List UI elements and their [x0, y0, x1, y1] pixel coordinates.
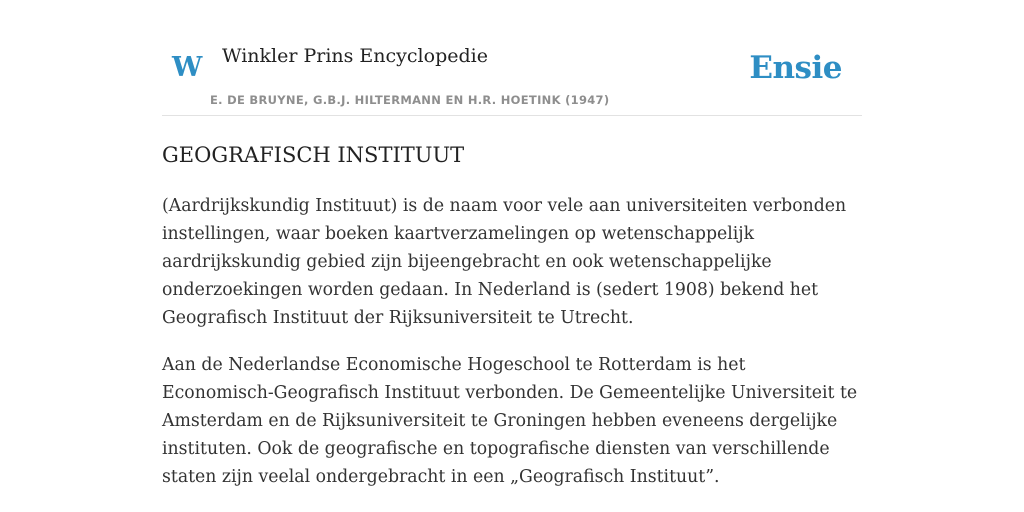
- source-title[interactable]: Winkler Prins Encyclopedie: [222, 45, 488, 67]
- entry-body: [162, 192, 862, 491]
- winkler-prins-logo[interactable]: W: [172, 52, 203, 83]
- paragraph: Aan de Nederlandse Economische Hogeschool te Rotterdam is het Economisch-Geografisch Instituut verbonden. De Gemeentelijke Universiteit te Amsterdam en de Rijksuniversiteit te Groningen hebben eveneens dergelijke instituten. Ook de geografische en topografische diensten van verschillende staten zijn veelal ondergebracht in een „Geografisch Instituut”.: [162, 355, 858, 487]
- source-header: [162, 36, 862, 116]
- paragraph: (Aardrijkskundig Instituut) is de naam voor vele aan universiteiten verbonden instellingen, waar boeken kaartverzamelingen op wetenschappelijk aardrijkskundig gebied zijn bijeengebracht en ook wetenschappelijke onderzoekingen worden gedaan. In Nederland is (sedert 1908) bekend het Geografisch Instituut der Rijksuniversiteit te Utrecht.: [162, 196, 847, 328]
- source-authors: E. DE BRUYNE, G.B.J. HILTERMANN EN H.R. HOETINK (1947): [210, 93, 610, 107]
- entry-title: GEOGRAFISCH INSTITUUT: [162, 143, 465, 167]
- ensie-logo[interactable]: Ensie: [749, 50, 842, 86]
- article: [162, 140, 862, 510]
